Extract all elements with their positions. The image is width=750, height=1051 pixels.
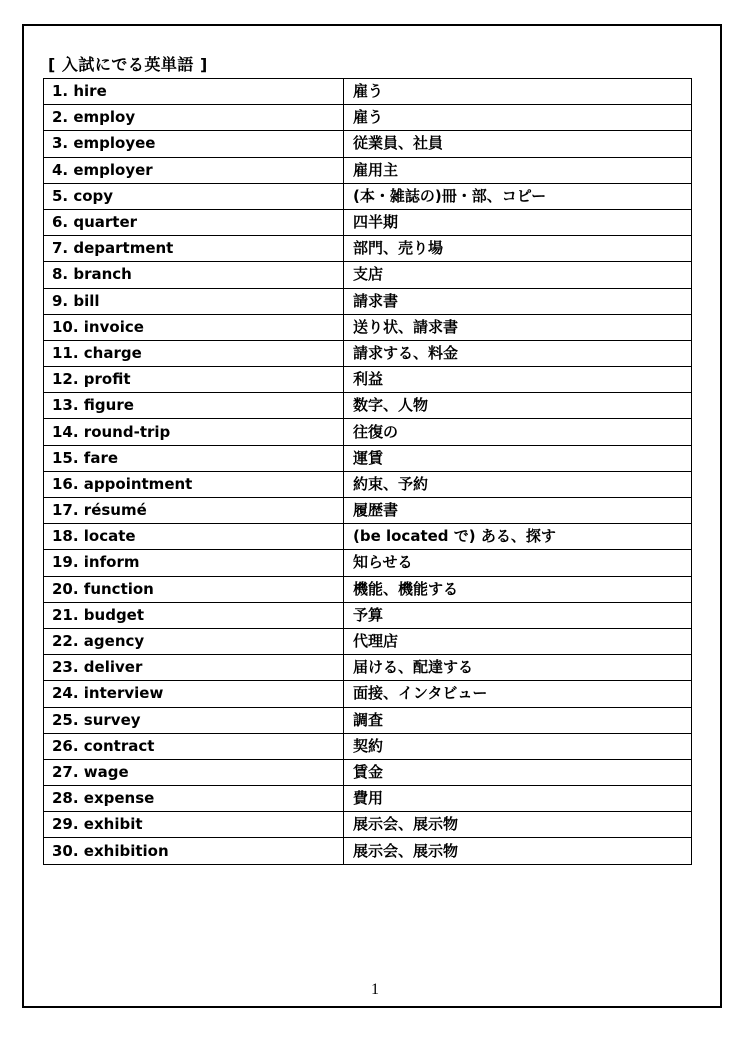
japanese-meaning-cell: 請求書 [344, 288, 692, 314]
japanese-meaning-cell: 雇う [344, 79, 692, 105]
table-row [44, 183, 692, 209]
english-word-cell: 23. deliver [44, 655, 344, 681]
japanese-meaning-cell: 展示会、展示物 [344, 838, 692, 864]
english-word-cell: 22. agency [44, 628, 344, 654]
english-word-cell: 18. locate [44, 524, 344, 550]
table-row [44, 602, 692, 628]
table-row [44, 236, 692, 262]
english-word-cell: 3. employee [44, 131, 344, 157]
table-row [44, 367, 692, 393]
english-word-cell: 1. hire [44, 79, 344, 105]
japanese-meaning-cell: 雇う [344, 105, 692, 131]
japanese-meaning-cell: 届ける、配達する [344, 655, 692, 681]
table-row [44, 419, 692, 445]
japanese-meaning-cell: 利益 [344, 367, 692, 393]
japanese-meaning-cell: (be located で) ある、探す [344, 524, 692, 550]
english-word-cell: 26. contract [44, 733, 344, 759]
japanese-meaning-cell: 送り状、請求書 [344, 314, 692, 340]
english-word-cell: 5. copy [44, 183, 344, 209]
page-number: 1 [371, 981, 379, 998]
japanese-meaning-cell: 運賃 [344, 445, 692, 471]
japanese-meaning-cell: 数字、人物 [344, 393, 692, 419]
english-word-cell: 12. profit [44, 367, 344, 393]
table-row [44, 471, 692, 497]
japanese-meaning-cell: 面接、インタビュー [344, 681, 692, 707]
table-row [44, 105, 692, 131]
japanese-meaning-cell: 支店 [344, 262, 692, 288]
english-word-cell: 27. wage [44, 759, 344, 785]
english-word-cell: 15. fare [44, 445, 344, 471]
english-word-cell: 28. expense [44, 786, 344, 812]
table-row [44, 498, 692, 524]
table-row [44, 707, 692, 733]
english-word-cell: 25. survey [44, 707, 344, 733]
japanese-meaning-cell: 賃金 [344, 759, 692, 785]
japanese-meaning-cell: 部門、売り場 [344, 236, 692, 262]
english-word-cell: 24. interview [44, 681, 344, 707]
japanese-meaning-cell: 機能、機能する [344, 576, 692, 602]
english-word-cell: 13. figure [44, 393, 344, 419]
table-row [44, 445, 692, 471]
vocabulary-table-body [44, 79, 692, 865]
english-word-cell: 6. quarter [44, 209, 344, 235]
english-word-cell: 21. budget [44, 602, 344, 628]
table-row [44, 759, 692, 785]
table-row [44, 157, 692, 183]
vocabulary-table [43, 78, 692, 865]
table-row [44, 576, 692, 602]
english-word-cell: 11. charge [44, 340, 344, 366]
table-row [44, 733, 692, 759]
english-word-cell: 8. branch [44, 262, 344, 288]
english-word-cell: 14. round-trip [44, 419, 344, 445]
table-row [44, 628, 692, 654]
japanese-meaning-cell: 四半期 [344, 209, 692, 235]
english-word-cell: 9. bill [44, 288, 344, 314]
table-row [44, 340, 692, 366]
japanese-meaning-cell: 調査 [344, 707, 692, 733]
japanese-meaning-cell: 往復の [344, 419, 692, 445]
table-row [44, 524, 692, 550]
english-word-cell: 16. appointment [44, 471, 344, 497]
table-row [44, 79, 692, 105]
english-word-cell: 10. invoice [44, 314, 344, 340]
english-word-cell: 30. exhibition [44, 838, 344, 864]
table-row [44, 131, 692, 157]
english-word-cell: 2. employ [44, 105, 344, 131]
english-word-cell: 17. résumé [44, 498, 344, 524]
table-row [44, 314, 692, 340]
table-row [44, 812, 692, 838]
table-row [44, 838, 692, 864]
english-word-cell: 4. employer [44, 157, 344, 183]
english-word-cell: 19. inform [44, 550, 344, 576]
table-row [44, 786, 692, 812]
japanese-meaning-cell: 知らせる [344, 550, 692, 576]
japanese-meaning-cell: (本・雑誌の)冊・部、コピー [344, 183, 692, 209]
english-word-cell: 7. department [44, 236, 344, 262]
japanese-meaning-cell: 展示会、展示物 [344, 812, 692, 838]
table-row [44, 550, 692, 576]
english-word-cell: 20. function [44, 576, 344, 602]
table-row [44, 393, 692, 419]
japanese-meaning-cell: 予算 [344, 602, 692, 628]
table-row [44, 288, 692, 314]
japanese-meaning-cell: 約束、予約 [344, 471, 692, 497]
page-title: [ 入試にでる英単語 ] [48, 55, 208, 74]
japanese-meaning-cell: 代理店 [344, 628, 692, 654]
table-row [44, 262, 692, 288]
japanese-meaning-cell: 費用 [344, 786, 692, 812]
japanese-meaning-cell: 履歴書 [344, 498, 692, 524]
japanese-meaning-cell: 契約 [344, 733, 692, 759]
japanese-meaning-cell: 従業員、社員 [344, 131, 692, 157]
table-row [44, 655, 692, 681]
table-row [44, 209, 692, 235]
english-word-cell: 29. exhibit [44, 812, 344, 838]
table-row [44, 681, 692, 707]
japanese-meaning-cell: 請求する、料金 [344, 340, 692, 366]
japanese-meaning-cell: 雇用主 [344, 157, 692, 183]
